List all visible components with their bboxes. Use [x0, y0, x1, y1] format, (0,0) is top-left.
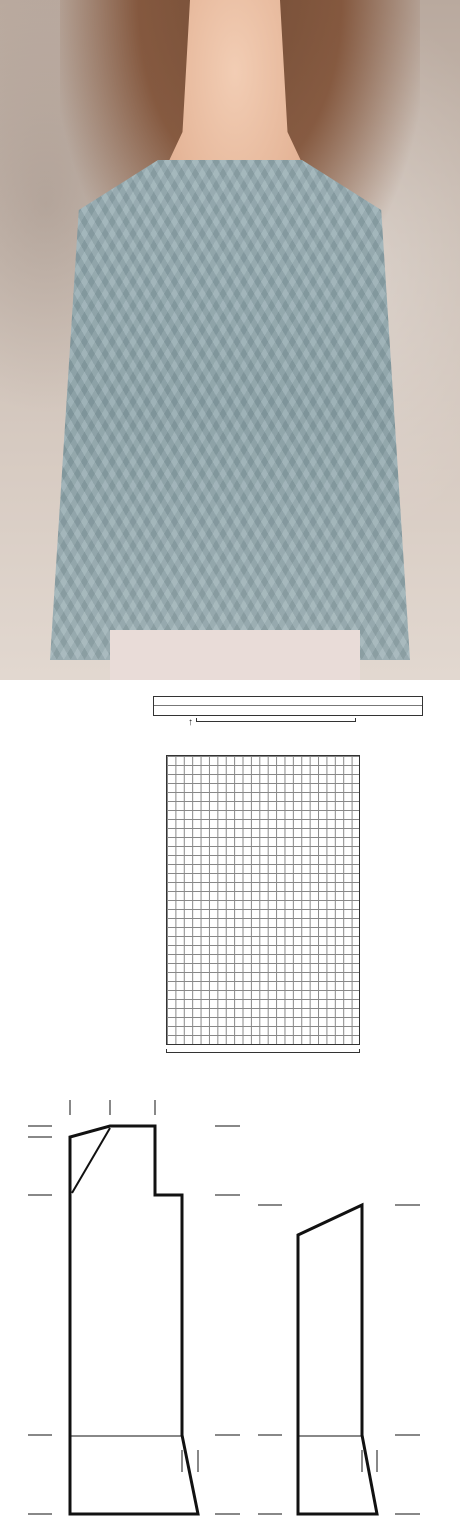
photo-pants — [110, 630, 360, 680]
symbol-legend — [6, 823, 156, 825]
scheme1-ms-bracket — [196, 718, 356, 722]
sleeve-outline — [298, 1205, 377, 1514]
arrow-up-icon: ↑ — [188, 717, 193, 728]
scheme1-row-3 — [154, 697, 422, 706]
scheme1-grid — [153, 696, 423, 716]
model-photo — [0, 0, 460, 680]
schematic-drawing — [0, 1080, 460, 1519]
garment-schematic — [0, 1080, 460, 1519]
body-outline — [70, 1126, 198, 1514]
scheme1-row-1 — [154, 706, 422, 715]
scheme2-ms-bracket — [166, 1049, 360, 1053]
neck-slope — [72, 1128, 110, 1193]
scheme2-grid — [166, 755, 360, 1045]
photo-lace-pullover — [50, 160, 410, 660]
